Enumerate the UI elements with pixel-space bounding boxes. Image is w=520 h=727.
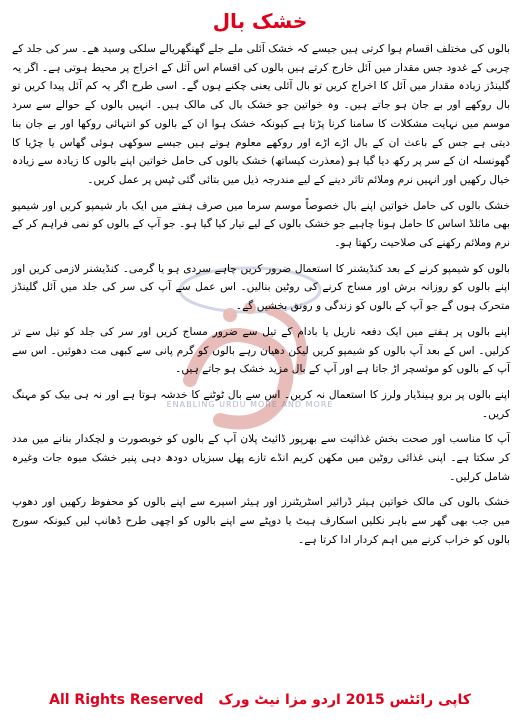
logo-tagline: ENABLING URDU MORE AND MORE: [166, 400, 334, 409]
paragraph: بالوں کو شیمپو کرنے کے بعد کنڈیشنر کا استعمال ضرور کریں چاہے سردی ہو یا گرمی۔ کنڈیشنر لازمی کریں اور اپنے بالوں کو روزانہ برش اور مساج کرنے کی روٹین بنالیں۔ اس عمل سے آپ کی سر کی جلد میں آئل گلینڈز متحرک ہوں گے جو آپ کے بالوں کو زندگی و رونق بخشیں گے۔: [12, 262, 510, 313]
paragraph: خشک بالوں کی حامل خواتین اپنے بال خصوصاً موسم سرما میں صرف ہفتے میں ایک بار شیمپو کریں اور شیمپو بھی مائلڈ اساس کا حامل ہونا چاہیے جو خشک بالوں کے لیے تیار کیا گیا ہو۔ جو آپ کے بالوں کو نمی فراہم کر کے نرم وملائم رکھنے کی صلاحیت رکھتا ہو۔: [12, 199, 510, 250]
paragraph: بالوں کی مختلف اقسام ہوا کرتی ہیں جیسے کہ خشک آئلی ملے جلے گھنگھریالے سلکی وسید ھے۔ سر کی جلد کے چربی کے غدود جس مقدار میں آئل خارج کرتے ہیں بالوں کی اقسام اس آئل کے اخراج پر محیط ہوتی ہے۔ اگر یہ گلینڈز زیادہ مقدار میں آئل کا اخراج کریں تو بال آئلی یعنی چکنے ہوں گے۔ اسی طرح اگر یہ کم آئل پیدا کریں تو بال روکھے اور بے جان ہو جاتے ہیں۔ وہ خواتین جو خشک بال کی مالک ہیں۔ انہیں بالوں کے حوالے سے سرد موسم میں نہایت مشکلات کا سامنا کرنا پڑتا ہے کیونکہ خشک ہوا ان کے بالوں کو انتہائی روکھا اور بے جان بنا دیتی ہے جس کے باعث ان کے بال اڑے اڑے اور روکھے معلوم ہوتے ہیں جیسے سوکھی ہوئی گھاس یا چڑیا کا گھونسلہ ان کے سر پر رکھ دیا گیا ہو (معذرت کیساتھ) خشک بالوں کی حامل خواتین اپنے بالوں کا زیادہ سے زیادہ خیال رکھیں اور انہیں نرم وملائم تاثر دینے کے لیے مندرجہ ذیل میں بتائی گئی ٹپس پر عمل کریں۔: [12, 43, 510, 186]
copyright-footer: [0, 692, 520, 718]
paragraph: خشک بالوں کی مالک خواتین ہیئر ڈرائیر اسٹریٹنرز اور ہیئر اسپرے سے اپنے بالوں کو محفوظ رکھیں اور دھوپ میں جب بھی گھر سے باہر نکلیں اسکارف ہیٹ یا دوپٹے سے اپنے بالوں کو اچھی طرح ڈھانپ لیں کیونکہ سورج بالوں کو خراب کرنے میں اہم کردار ادا کرتا ہے۔: [12, 496, 510, 546]
article-title: خشک بال: [212, 9, 308, 33]
paragraph: آپ کا مناسب اور صحت بخش غذائیت سے بھرپور ڈائیٹ پلان آپ کے بالوں کو خوبصورت و لچکدار بنانے میں مدد کر سکتا ہے۔ اپنی غذائی روٹین میں مکھن کریم انڈے تازے پھل سبزیاں دودھ دہی پنیر خشک میوہ جات وغیرہ شامل کرلیں۔: [12, 433, 510, 483]
copyright-urdu: کاپی رائٹس 2015 اردو مزا نیٹ ورک: [218, 692, 471, 708]
paragraph: اپنے بالوں پر ہفتے میں ایک دفعہ ناریل یا بادام کے تیل سے ضرور مساج کریں اور سر کی جلد کو تیل سے تر کرلیں۔ اس کے بعد آپ بالوں کو شیمپو کریں لیکن دھیان رہے بالوں کو گرم پانی سے کبھی مت دھوئیں۔ اس سے آپ کے بالوں کو موئسچر اڑ جاتا ہے اور آپ کے بال مزید خشک ہو جاتے ہیں۔: [12, 325, 510, 376]
copyright-english: All Rights Reserved: [49, 692, 204, 708]
article-body: [12, 40, 510, 557]
paragraph: اپنے بالوں پر برو ہینڈیار ولرز کا استعمال نہ کریں۔ اس سے بال ٹوٹنے کا خدشہ ہوتا ہے اور نہ ہی بیک کو مہنگ کریں۔: [12, 388, 510, 420]
